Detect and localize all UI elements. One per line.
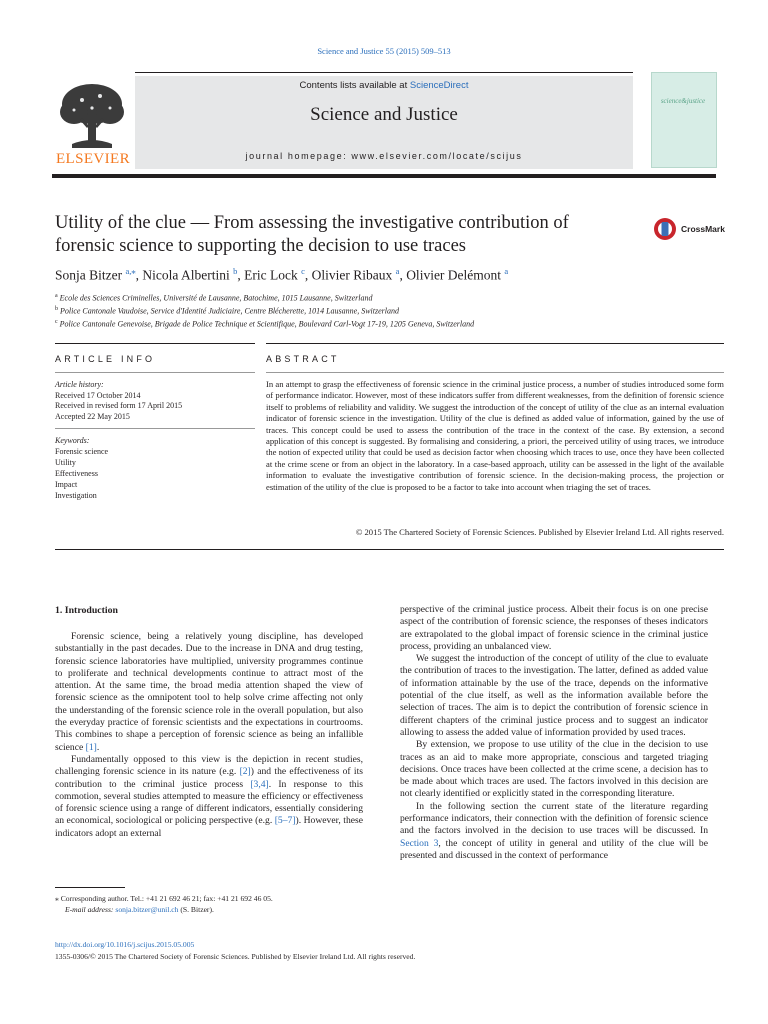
keyword: Utility <box>55 458 76 467</box>
email-label: E-mail address: <box>65 905 114 914</box>
affiliation: $^c$ Police Cantonale Genevoise, Brigade de Police Technique et Scientifique, Boulevard Carl-Vogt 17-19, 1205 Geneva, Switzerland <box>55 319 475 329</box>
author-affiliation-marker[interactable]: a <box>395 266 400 276</box>
contents-line <box>135 80 633 91</box>
footnote-rule <box>55 887 125 888</box>
affiliation: $^a$ Ecole des Sciences Criminelles, Université de Lausanne, Batochime, 1015 Lausanne, Switzerland <box>55 293 373 303</box>
footnote-email-line <box>55 904 375 915</box>
masthead-bottom-rule <box>52 174 716 178</box>
paragraph: We suggest the introduction of the concept of utility of the clue to evaluate the contribution of traces to the investigation. The latter, defined as added value of information attainable by the use of the trace, depends on the informative potential of the clue itself, as well as the information available before the selection of traces. The aim is to depict the contribution of forensic science in different chapters of the criminal justice process and to suggest an indicator allowing to assess the added value of information provided by used traces. <box>400 653 708 738</box>
body-column-left <box>55 631 363 840</box>
author-name[interactable]: Nicola Albertini <box>142 267 234 283</box>
abstract-sub-rule <box>266 372 724 373</box>
keyword: Impact <box>55 480 78 489</box>
journal-cover-thumbnail[interactable] <box>651 72 717 168</box>
reference-link[interactable]: [2] <box>239 766 251 778</box>
received-date: Received 17 October 2014 <box>55 390 141 400</box>
section-link[interactable]: Section 3 <box>400 837 439 849</box>
info-sub-rule <box>55 372 255 373</box>
crossmark-icon[interactable] <box>653 217 677 241</box>
abstract-text: In an attempt to grasp the effectiveness of forensic science in the criminal justice process, a number of studies introduced some form of performance indicator. However, most of these indicators suffer from different weaknesses, from the definition of forensic science itself to problems of reliability and validity. We suggest the introduction of the concept of utility of the clue as an internal evaluation indicator of forensic science in the investigation. Utility of the clue is defined as added value of information, gained by the use of traces. This concept could be used to assess the contribution of the trace in the context of the case. By extension, a second application of this concept is suggested. By formalising and considering, a priori, the perceived utility of using traces, we introduce the notion of expected utility that could be used as decision factor when choosing which traces to use, once they have been collected at the crime scene or from an object in the laboratory. In a case-based approach, utility can be assessed in the light of the available information to evaluate the investigative contribution of forensic science. In the decision-making process, the projection or estimation of the utility of the clue is proposed to be a factor to take into account when triaging the set of traces. <box>266 379 724 492</box>
paragraph: By extension, we propose to use utility of the clue in the decision to use traces as an aid to make more appropriate, conscious and targeted triaging decisions. Once traces have been collected at the crime scene, a decision has to be made about which traces are used. The factors involved in this decision are not clearly identified or explicitly stated in the corresponding literature. <box>400 739 708 800</box>
abstract-copyright: © 2015 The Chartered Society of Forensic Sciences. Published by Elsevier Ireland Ltd. All rights reserved. <box>355 527 724 537</box>
reference-link[interactable]: [3,4] <box>250 778 269 790</box>
history-label: Article history: <box>55 380 104 389</box>
author-affiliation-marker[interactable]: b <box>233 266 238 276</box>
reference-link[interactable]: [1] <box>85 741 97 753</box>
journal-cover-title: science&justice <box>660 97 706 105</box>
journal-homepage[interactable]: journal homepage: www.elsevier.com/locate/scijus <box>245 151 523 161</box>
footnote-contact: ⁎ Corresponding author. Tel.: +41 21 692 46 21; fax: +41 21 692 46 05. <box>55 894 273 903</box>
author-affiliation-marker[interactable]: a <box>504 266 509 276</box>
email-link[interactable]: sonja.bitzer@unil.ch <box>115 905 179 914</box>
paragraph: perspective of the criminal justice process. Albeit their focus is on one precise aspect of the contribution of forensic science, the responses of theses indicators are extrapolated to the global impact of forensic science in the criminal justice process, providing an unbalanced view. <box>400 604 708 652</box>
accepted-date: Accepted 22 May 2015 <box>55 411 130 421</box>
keywords-rule <box>55 428 255 429</box>
author-name[interactable]: Olivier Ribaux <box>311 267 396 283</box>
author-name[interactable]: Sonja Bitzer <box>55 267 126 283</box>
body-column-right <box>400 604 708 862</box>
author-affiliation-marker[interactable]: c <box>301 266 305 276</box>
abstract-bottom-rule <box>55 549 724 550</box>
masthead-top-rule <box>135 72 633 73</box>
revised-date: Received in revised form 17 April 2015 <box>55 401 183 410</box>
crossmark-label[interactable]: CrossMark <box>681 224 725 234</box>
keyword: Effectiveness <box>55 469 98 478</box>
section-heading-introduction: 1. Introduction <box>55 605 118 616</box>
sciencedirect-link[interactable]: ScienceDirect <box>409 80 469 91</box>
info-top-rule <box>55 343 255 344</box>
keyword: Investigation <box>55 491 97 500</box>
article-info-heading: ARTICLE INFO <box>55 354 156 364</box>
affiliation: $^b$ Police Cantonale Vaudoise, Service d'Identité Judiciaire, Centre Blécherette, 1014 Lausanne, Switzerland <box>55 306 399 316</box>
email-suffix: (S. Bitzer). <box>180 905 214 914</box>
doi-link[interactable]: http://dx.doi.org/10.1016/j.scijus.2015.05.005 <box>55 940 195 949</box>
author-name[interactable]: Olivier Delémont <box>406 267 505 283</box>
elsevier-wordmark: ELSEVIER <box>55 151 131 167</box>
corresponding-author-footnote <box>55 893 375 915</box>
keywords-block <box>55 435 255 501</box>
abstract-heading: ABSTRACT <box>266 354 340 364</box>
abstract-top-rule <box>266 343 724 344</box>
affiliation-list <box>55 291 474 330</box>
paragraph: In the following section the current state of the literature regarding performance indicators, their connection with the definition of forensic science and the factors involved in the decision to use traces will be discussed. In Section 3, the concept of utility in general and utility of the clue will be presented and discussed in the context of performance <box>400 800 708 861</box>
keyword-list <box>55 446 255 501</box>
article-history <box>55 380 255 422</box>
paragraph: Fundamentally opposed to this view is the depiction in recent studies, challenging forensic science in its nature (e.g. [2]) and the effectiveness of its contribution to the criminal justice process [3,4]. In response to this commotion, several studies attempted to measure the efficiency or effectiveness of forensic science using a range of different indicators, essentially considering an economical, sociological or policing perspective (e.g. [5–7]). However, these indicators adopt an external <box>55 753 364 839</box>
keyword: Forensic science <box>55 447 109 456</box>
contents-prefix: Contents lists available at <box>299 80 408 91</box>
author-affiliation-marker[interactable]: a,⁎ <box>125 266 136 276</box>
paragraph: Forensic science, being a relatively young discipline, has developed substantially in the past decades. Due to the increase in DNA and drug testing, forensic science laboratories have multiplied, university programmes continue to proliferate and technical developments continue to attract most of the attention. At the same time, the broad media attention shaped the view of forensic science as the omnipotent tool to help solve crime affecting not only the understanding of the forensic science role in the overall population, but also the everyday practice of forensic scientists and the expectations in courtrooms. This combines to shape a perception of forensic science as being an infallible science [1]. <box>55 631 363 753</box>
keywords-label: Keywords: <box>55 436 90 445</box>
article-title: Utility of the clue — From assessing the investigative contribution of forensic science to supporting the decision to use traces <box>55 213 569 256</box>
reference-link[interactable]: [5–7] <box>274 815 296 827</box>
issn-copyright: 1355-0306/© 2015 The Chartered Society of Forensic Sciences. Published by Elsevier Ireland Ltd. All rights reserved. <box>55 952 416 961</box>
author-list: Sonja Bitzer $^{a,⁎}$, Nicola Albertini $^b$, Eric Lock $^c$, Olivier Ribaux $^a$, Olivier Delémont $^a$ <box>55 266 509 283</box>
author-name[interactable]: Eric Lock <box>244 267 302 283</box>
journal-title[interactable]: Science and Justice <box>310 104 458 125</box>
journal-citation[interactable]: Science and Justice 55 (2015) 509–513 <box>317 46 451 56</box>
